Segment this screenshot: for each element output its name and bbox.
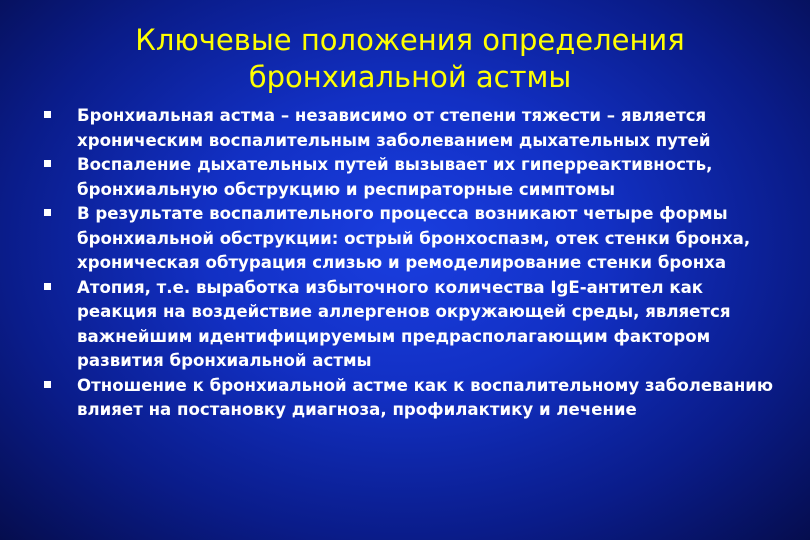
bullet-item (44, 104, 774, 153)
bullet-text: Воспаление дыхательных путей вызывает их гиперреактивность, бронхиальную обструкцию и респираторные симптомы (77, 155, 713, 199)
bullet-text: Атопия, т.е. выработка избыточного количества IgE-антител как реакция на воздействие аллергенов окружающей среды, является важнейшим идентифицируемым предрасполагающим фактором развития бронхиальной астмы (77, 277, 731, 370)
bullet-text: Отношение к бронхиальной астме как к воспалительному заболеванию влияет на постановку диагноза, профилактику и лечение (77, 375, 774, 419)
bullet-text: В результате воспалительного процесса возникают четыре формы бронхиальной обструкции: острый бронхоспазм, отек стенки бронха, хроническая обтурация слизью и ремоделирование стенки бронха (77, 204, 751, 272)
bullet-item (44, 153, 774, 202)
bullet-item (44, 202, 774, 276)
bullet-text: Бронхиальная астма – независимо от степени тяжести – является хроническим воспалительным заболеванием дыхательных путей (77, 106, 711, 150)
square-bullet-icon (44, 283, 51, 290)
bullet-item (44, 374, 774, 423)
square-bullet-icon (44, 160, 51, 167)
slide-title: Ключевые положения определения бронхиальной астмы (135, 23, 685, 94)
square-bullet-icon (44, 381, 51, 388)
bullet-list (44, 104, 774, 423)
square-bullet-icon (44, 209, 51, 216)
bullet-item (44, 276, 774, 374)
square-bullet-icon (44, 111, 51, 118)
